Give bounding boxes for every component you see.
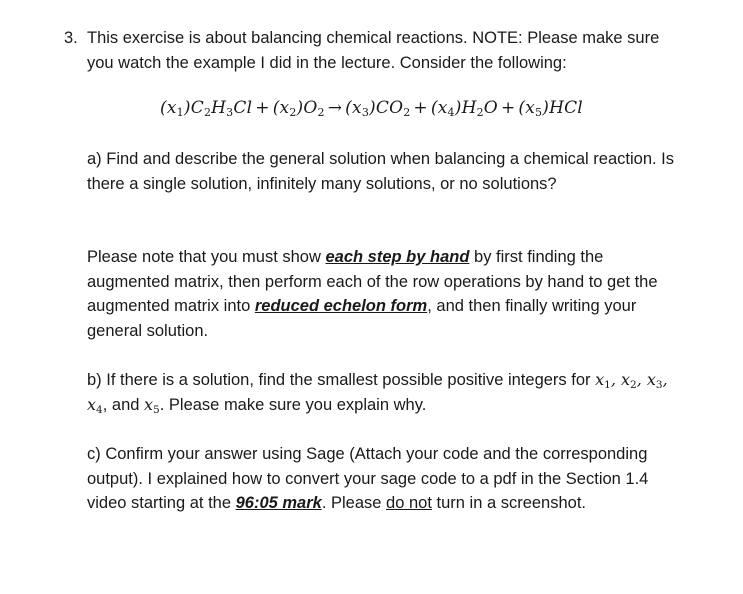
variable-list: $x_1$, $x_2$, $x_3$, $x_4$ (87, 370, 668, 416)
coef-x1: $x_1$ (166, 98, 184, 119)
part-a-question: a) Find and describe the general solution when balancing a chemical reaction. Is there a single solution, infinitely many solutions, or no solutions? (87, 150, 675, 193)
coef-x5: $x_5$ (525, 98, 543, 119)
compound-hcl: HCl (549, 98, 583, 118)
part-b-question: b) If there is a solution, find the smallest possible positive integers for $x_1$, $x_2$, $x_3$, $x_4$, and $x_5$. Please make sure you explain why. (87, 370, 668, 416)
chemical-equation: $(x_1)C_2H_3Cl + (x_2)O_2 \to (x_3)CO_2 + (x_4)H_2O + (x_5)HCl$ (160, 98, 583, 119)
problem-intro: This exercise is about balancing chemical reactions. NOTE: Please make sure you watch the example I did in the lecture. Consider the following: (87, 29, 660, 72)
coef-x3: $x_3$ (352, 98, 370, 119)
reaction-arrow: → (327, 98, 343, 118)
emphasis-video-mark: 96:05 mark (235, 494, 322, 512)
variable-x5: $x_5$ (144, 394, 160, 416)
plus-sign: + (413, 98, 428, 118)
compound-o2: $O_2$ (303, 98, 325, 119)
instructions-note: Please note that you must show each step by hand by first finding the augmented matrix, then perform each of the row operations by hand to get the augmented matrix into reduced echelon form, and then finally writing your general solution. (87, 248, 658, 340)
problem-number: 3. (64, 29, 78, 47)
emphasis-each-step-by-hand: each step by hand (325, 248, 470, 266)
part-c-question: c) Confirm your answer using Sage (Attach your code and the corresponding output). I explained how to convert your sage code to a pdf in the Section 1.4 video starting at the 96:05 mark. Please do not turn in a screenshot. (87, 445, 649, 512)
compound-c2h3cl: $C_2H_3Cl$ (190, 98, 253, 119)
coef-x2: $x_2$ (279, 98, 297, 119)
coef-x4: $x_4$ (437, 98, 455, 119)
compound-co2: $CO_2$ (375, 98, 411, 119)
plus-sign: + (500, 98, 516, 118)
compound-h2o: $H_2O$ (461, 98, 498, 119)
plus-sign: + (255, 98, 270, 118)
emphasis-do-not: do not (386, 494, 432, 512)
emphasis-reduced-echelon-form: reduced echelon form (254, 297, 428, 315)
